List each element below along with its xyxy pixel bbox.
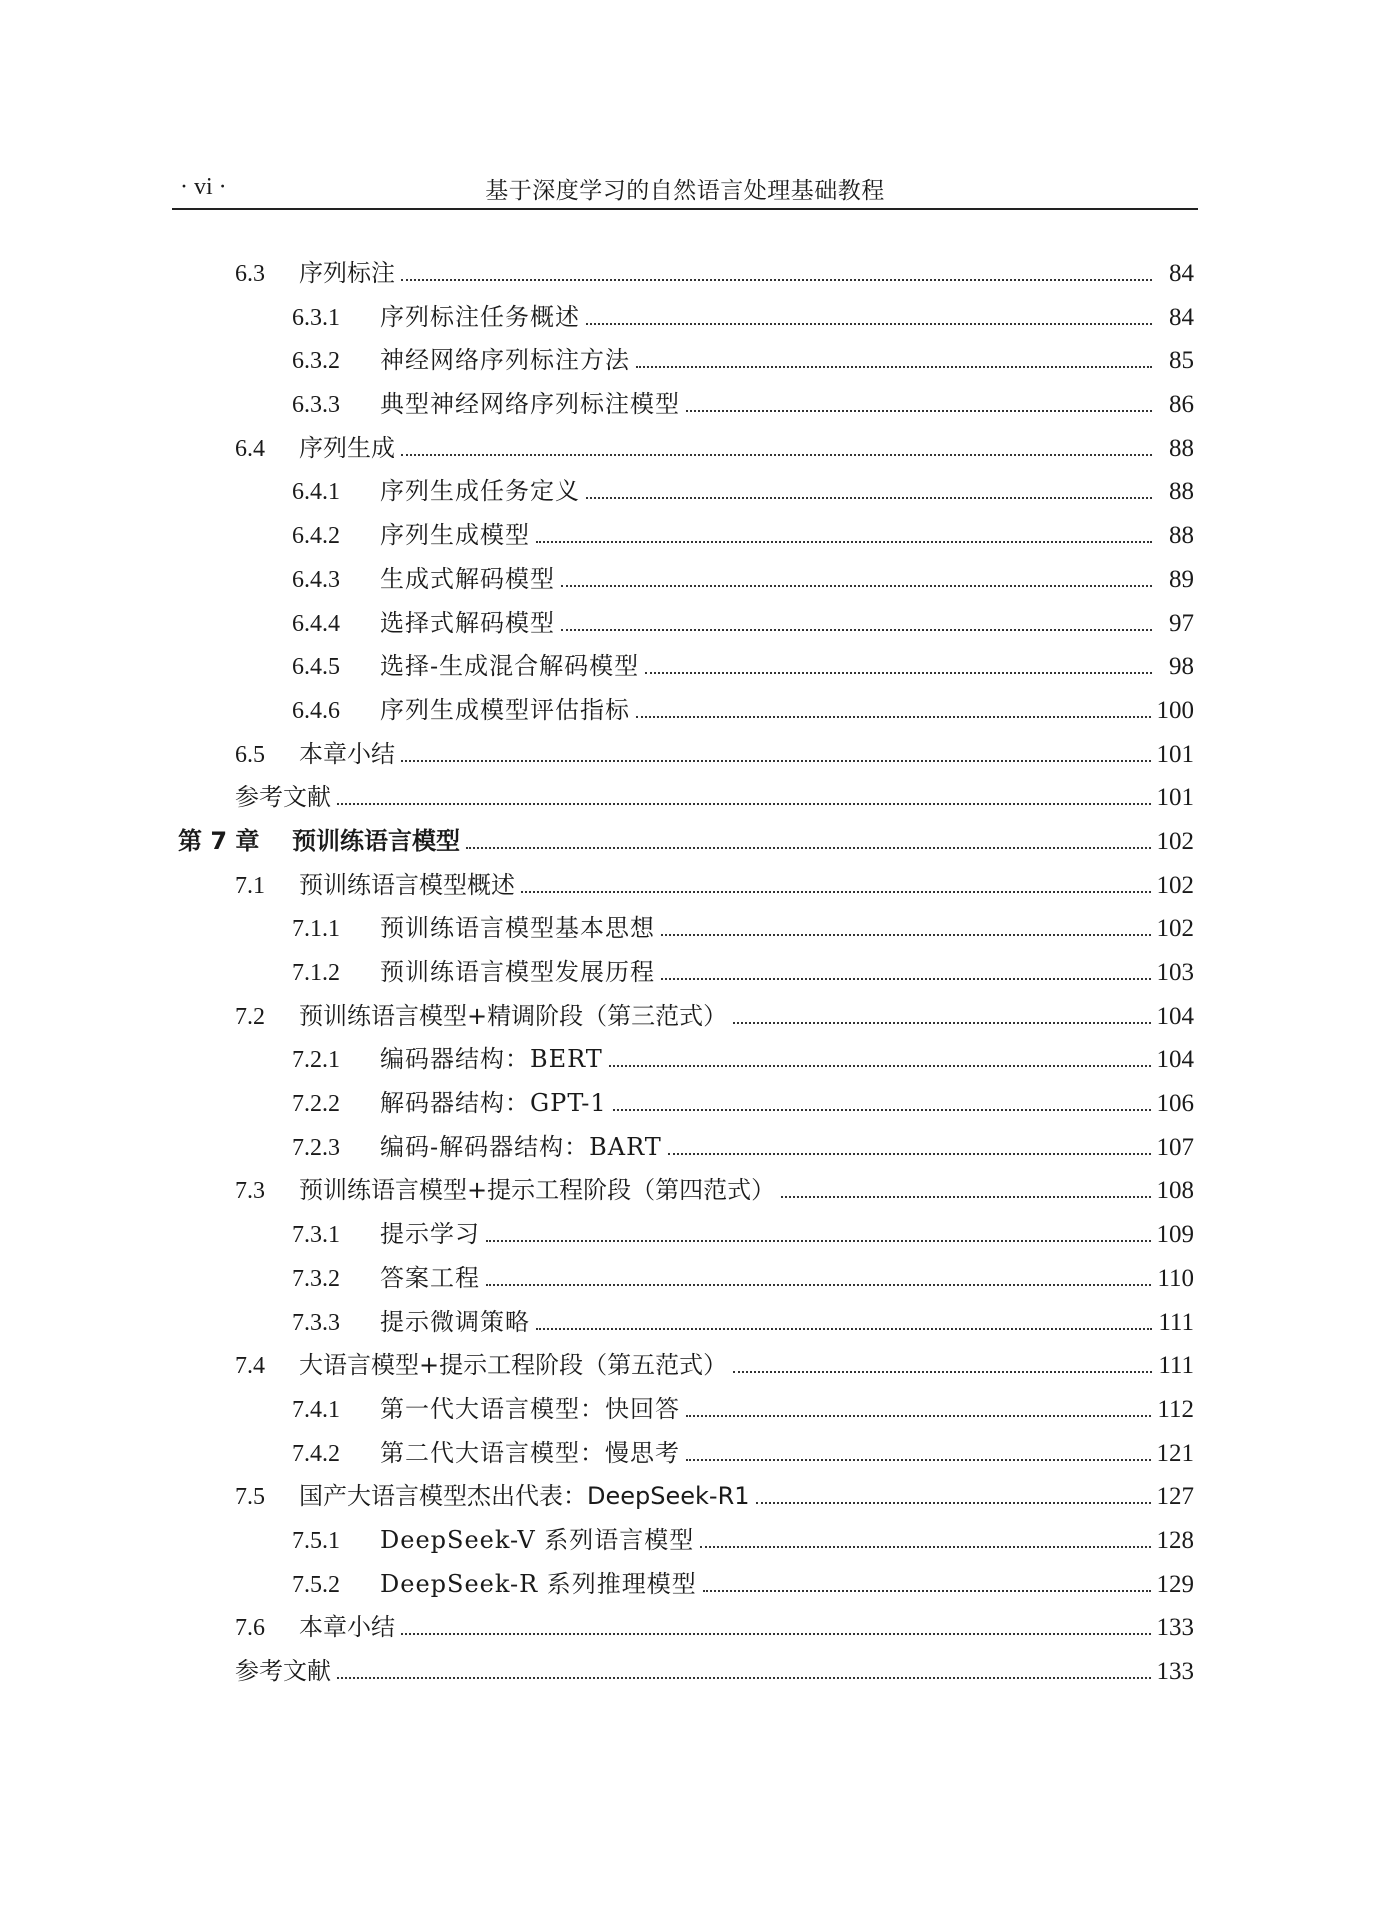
toc-entry-number: 7.3.2 (292, 1265, 340, 1292)
dot-leader (686, 1415, 1151, 1417)
toc-entry-title: 序列生成 (299, 433, 395, 462)
toc-subsection-entry[interactable] (172, 1126, 1194, 1170)
toc-section-entry[interactable] (172, 864, 1194, 908)
toc-section-entry[interactable] (172, 427, 1194, 471)
toc-entry-page-number: 106 (1156, 1090, 1194, 1118)
toc-entry-page-number: 88 (1169, 434, 1194, 462)
toc-section-entry[interactable] (172, 1169, 1194, 1213)
toc-section-entry[interactable] (172, 1606, 1194, 1650)
toc-entry-page-number: 108 (1156, 1177, 1194, 1205)
toc-entry-page-number: 85 (1169, 347, 1194, 375)
toc-entry-page-number: 128 (1156, 1526, 1194, 1554)
toc-entry-page-number: 127 (1156, 1483, 1194, 1511)
toc-entry-title: 生成式解码模型 (380, 564, 555, 593)
toc-entry-number: 7.4.2 (292, 1440, 340, 1467)
toc-entry-number: 第 7 章 (178, 826, 260, 855)
toc-entry-title: 预训练语言模型 (292, 826, 460, 855)
toc-entry-page-number: 98 (1169, 653, 1194, 681)
toc-entry-page-number: 110 (1157, 1264, 1194, 1292)
dot-leader (561, 585, 1152, 587)
toc-subsection-entry[interactable] (172, 951, 1194, 995)
dot-leader (337, 803, 1151, 805)
toc-section-entry[interactable] (172, 733, 1194, 777)
toc-entry-page-number: 103 (1156, 959, 1194, 986)
toc-subsection-entry[interactable] (172, 1082, 1194, 1126)
toc-entry-number: 7.3.3 (292, 1309, 340, 1336)
toc-entry-number: 6.5 (235, 741, 265, 768)
toc-entry-page-number: 84 (1169, 303, 1194, 331)
toc-entry-title: 典型神经网络序列标注模型 (380, 390, 680, 419)
dot-leader (636, 716, 1151, 718)
toc-entry-title: 预训练语言模型+提示工程阶段（第四范式） (299, 1176, 776, 1205)
toc-subsection-entry[interactable] (172, 1388, 1194, 1432)
toc-entry-number: 6.4.5 (292, 654, 340, 681)
dot-leader (613, 1109, 1151, 1111)
toc-subsection-entry[interactable] (172, 907, 1194, 951)
toc-entry-page-number: 89 (1169, 565, 1194, 593)
toc-entry-number: 7.1.1 (292, 916, 340, 943)
toc-references-entry[interactable] (172, 776, 1194, 820)
toc-entry-number: 6.4.3 (292, 566, 340, 593)
toc-entry-title: 第二代大语言模型：慢思考 (380, 1438, 680, 1467)
toc-entry-number: 7.2.3 (292, 1134, 340, 1161)
toc-entry-title: 编码-解码器结构：BART (380, 1132, 662, 1161)
toc-subsection-entry[interactable] (172, 558, 1194, 602)
toc-entry-title: 提示微调策略 (380, 1307, 530, 1336)
dot-leader (645, 672, 1152, 674)
toc-entry-page-number: 101 (1156, 740, 1194, 768)
toc-entry-title: 预训练语言模型基本思想 (380, 914, 655, 943)
dot-leader (466, 847, 1151, 849)
toc-entry-title: 选择式解码模型 (380, 608, 555, 637)
dot-leader (686, 410, 1152, 412)
dot-leader (337, 1677, 1151, 1679)
toc-subsection-entry[interactable] (172, 514, 1194, 558)
dot-leader (661, 978, 1151, 980)
dot-leader (521, 891, 1151, 893)
toc-entry-title: 预训练语言模型概述 (299, 870, 515, 899)
toc-entry-number: 6.3.1 (292, 304, 340, 331)
toc-entry-title: 参考文献 (235, 783, 331, 812)
toc-entry-number: 7.5.1 (292, 1527, 340, 1554)
toc-entry-title: 序列生成任务定义 (380, 477, 580, 506)
toc-entry-number: 7.2 (235, 1003, 265, 1030)
toc-subsection-entry[interactable] (172, 689, 1194, 733)
toc-entry-number: 7.2.1 (292, 1047, 340, 1074)
dot-leader (700, 1546, 1150, 1548)
dot-leader (661, 934, 1151, 936)
toc-subsection-entry[interactable] (172, 1257, 1194, 1301)
toc-entry-title: DeepSeek-V 系列语言模型 (380, 1525, 695, 1554)
toc-entry-page-number: 133 (1156, 1614, 1194, 1642)
toc-entry-number: 7.5 (235, 1484, 265, 1511)
toc-entry-page-number: 101 (1156, 784, 1194, 812)
toc-subsection-entry[interactable] (172, 1563, 1194, 1607)
toc-entry-title: 序列生成模型评估指标 (380, 695, 630, 724)
dot-leader (536, 1328, 1152, 1330)
toc-subsection-entry[interactable] (172, 645, 1194, 689)
toc-section-entry[interactable] (172, 1344, 1194, 1388)
toc-entry-page-number: 88 (1169, 478, 1194, 506)
toc-entry-title: 选择-生成混合解码模型 (380, 652, 640, 681)
toc-entry-title: 大语言模型+提示工程阶段（第五范式） (299, 1351, 728, 1380)
toc-entry-page-number: 97 (1169, 609, 1194, 637)
toc-entry-number: 6.4.1 (292, 479, 340, 506)
toc-entry-number: 6.4.2 (292, 523, 340, 550)
toc-entry-number: 6.3.3 (292, 392, 340, 419)
dot-leader (586, 497, 1152, 499)
dot-leader (756, 1502, 1151, 1504)
toc-entry-number: 6.4.6 (292, 697, 340, 724)
toc-entry-title: 答案工程 (380, 1263, 480, 1292)
toc-entry-page-number: 102 (1156, 915, 1194, 943)
toc-entry-title: 参考文献 (235, 1657, 331, 1685)
toc-entry-title: 序列生成模型 (380, 521, 530, 550)
toc-entry-page-number: 111 (1158, 1352, 1194, 1380)
dot-leader (781, 1196, 1150, 1198)
toc-entry-title: 第一代大语言模型：快回答 (380, 1394, 680, 1423)
dot-leader (703, 1590, 1151, 1592)
toc-entry-number: 7.4.1 (292, 1396, 340, 1423)
page-number: · vi · (180, 174, 227, 200)
toc-entry-number: 7.4 (235, 1353, 265, 1380)
table-of-contents (172, 252, 1194, 1694)
toc-entry-number: 7.2.2 (292, 1091, 340, 1118)
toc-entry-number: 7.1 (235, 872, 265, 899)
book-title: 基于深度学习的自然语言处理基础教程 (485, 178, 885, 204)
toc-subsection-entry[interactable] (172, 296, 1194, 340)
toc-entry-page-number: 112 (1157, 1395, 1194, 1423)
toc-entry-page-number: 109 (1156, 1221, 1194, 1249)
toc-entry-page-number: 88 (1169, 522, 1194, 550)
toc-entry-title: 序列标注 (299, 259, 395, 287)
dot-leader (733, 1022, 1150, 1024)
toc-entry-page-number: 102 (1156, 827, 1194, 855)
toc-section-entry[interactable] (172, 1475, 1194, 1519)
dot-leader (486, 1284, 1151, 1286)
toc-entry-page-number: 121 (1156, 1439, 1194, 1467)
toc-entry-page-number: 133 (1156, 1658, 1194, 1685)
toc-subsection-entry[interactable] (172, 470, 1194, 514)
toc-entry-title: 国产大语言模型杰出代表：DeepSeek-R1 (299, 1482, 750, 1511)
dot-leader (401, 1633, 1151, 1635)
toc-entry-number: 7.3.1 (292, 1222, 340, 1249)
dot-leader (486, 1240, 1151, 1242)
toc-section-entry[interactable] (172, 995, 1194, 1039)
toc-entry-number: 7.5.2 (292, 1571, 340, 1598)
toc-entry-number: 7.6 (235, 1615, 265, 1642)
toc-section-entry[interactable] (172, 252, 1194, 296)
toc-subsection-entry[interactable] (172, 383, 1194, 427)
dot-leader (686, 1459, 1151, 1461)
dot-leader (668, 1153, 1151, 1155)
toc-entry-title: 本章小结 (299, 1613, 395, 1642)
toc-entry-title: 序列标注任务概述 (380, 302, 580, 331)
toc-entry-page-number: 100 (1156, 696, 1194, 724)
dot-leader (561, 629, 1152, 631)
dot-leader (536, 541, 1152, 543)
toc-entry-number: 6.3.2 (292, 348, 340, 375)
dot-leader (609, 1065, 1151, 1067)
toc-entry-number: 6.3 (235, 261, 265, 287)
toc-entry-title: 本章小结 (299, 739, 395, 768)
toc-entry-title: 预训练语言模型发展历程 (380, 958, 655, 986)
toc-entry-title: 神经网络序列标注方法 (380, 346, 630, 375)
toc-entry-page-number: 102 (1156, 871, 1194, 899)
toc-entry-page-number: 129 (1156, 1570, 1194, 1598)
dot-leader (586, 323, 1152, 325)
toc-entry-page-number: 84 (1169, 260, 1194, 287)
page-header (172, 168, 1198, 210)
toc-entry-number: 6.4 (235, 435, 265, 462)
toc-subsection-entry[interactable] (172, 339, 1194, 383)
toc-subsection-entry[interactable] (172, 1432, 1194, 1476)
toc-entry-page-number: 104 (1156, 1002, 1194, 1030)
dot-leader (401, 279, 1152, 281)
toc-entry-title: 预训练语言模型+精调阶段（第三范式） (299, 1001, 728, 1030)
toc-entry-title: 提示学习 (380, 1220, 480, 1249)
dot-leader (401, 760, 1151, 762)
toc-entry-title: 编码器结构：BERT (380, 1045, 603, 1074)
toc-subsection-entry[interactable] (172, 1213, 1194, 1257)
dot-leader (401, 454, 1152, 456)
toc-entry-title: 解码器结构：GPT-1 (380, 1089, 607, 1118)
toc-subsection-entry[interactable] (172, 602, 1194, 646)
toc-entry-number: 7.3 (235, 1178, 265, 1205)
toc-entry-title: DeepSeek-R 系列推理模型 (380, 1569, 697, 1598)
toc-entry-number: 6.4.4 (292, 610, 340, 637)
toc-subsection-entry[interactable] (172, 1038, 1194, 1082)
toc-entry-page-number: 107 (1156, 1133, 1194, 1161)
toc-entry-page-number: 104 (1156, 1046, 1194, 1074)
toc-chapter-entry[interactable] (172, 820, 1194, 864)
toc-entry-number: 7.1.2 (292, 960, 340, 986)
toc-entry-page-number: 86 (1169, 391, 1194, 419)
toc-references-entry[interactable] (172, 1650, 1194, 1694)
dot-leader (636, 366, 1152, 368)
dot-leader (733, 1371, 1152, 1373)
toc-subsection-entry[interactable] (172, 1301, 1194, 1345)
toc-entry-page-number: 111 (1158, 1308, 1194, 1336)
toc-subsection-entry[interactable] (172, 1519, 1194, 1563)
